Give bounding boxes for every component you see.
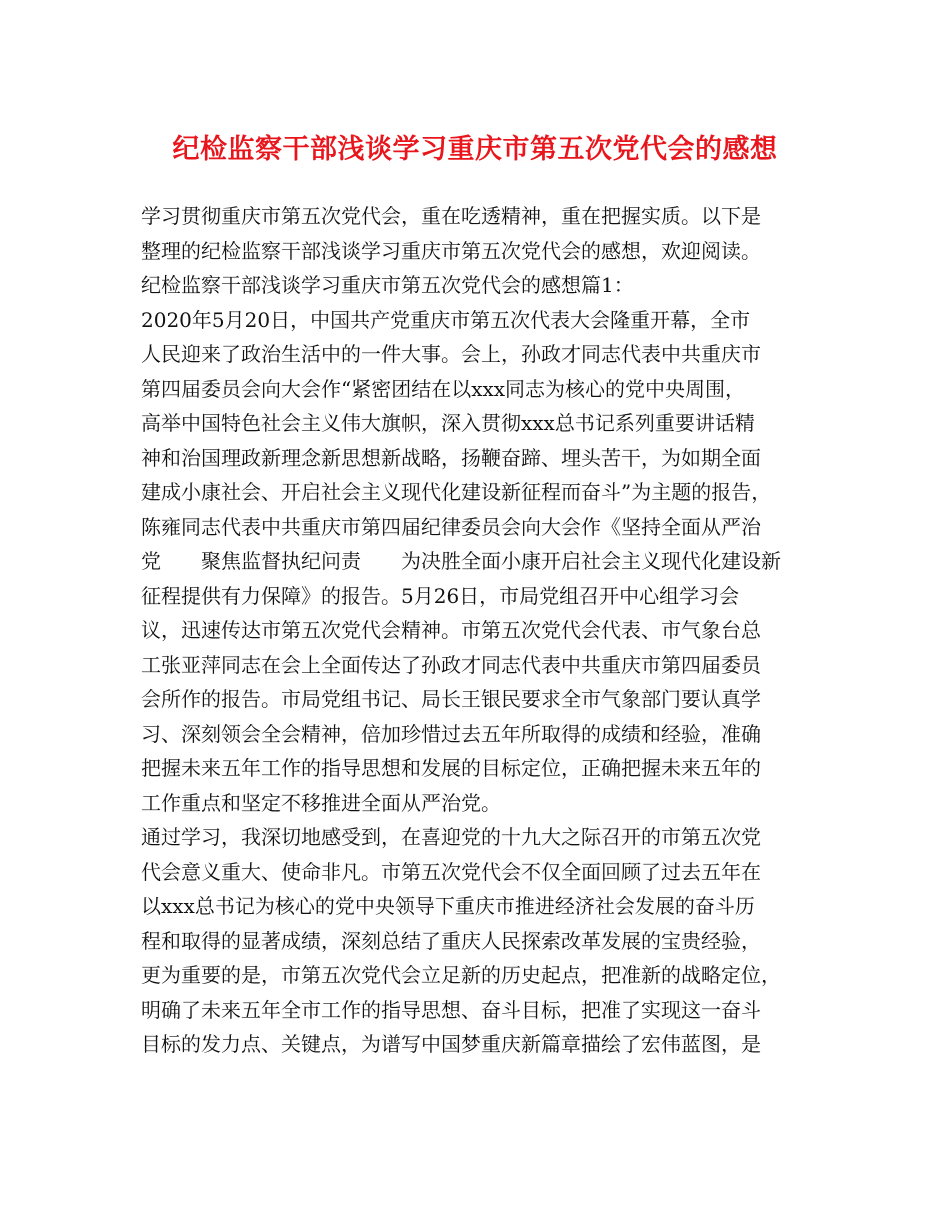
text-line: 建成小康社会、开启社会主义现代化建设新征程而奋斗”为主题的报告， [141, 480, 772, 504]
text-line: 整理的纪检监察干部浅谈学习重庆市第五次党代会的感想，欢迎阅读。 [141, 238, 761, 263]
document-body [141, 199, 811, 1062]
text-line: 第四届委员会向大会作“紧密团结在以xxx同志为核心的党中央周围， [141, 376, 746, 401]
text-line: 习、深刻领会全会精神，倍加珍惜过去五年所取得的成绩和经验，准确 [141, 721, 761, 746]
text-line: 2020年5月20日，中国共产党重庆市第五次代表大会隆重开幕，全市 [141, 307, 751, 332]
text-line: 纪检监察干部浅谈学习重庆市第五次党代会的感想篇1： [141, 273, 634, 297]
text-line: 把握未来五年工作的指导思想和发展的目标定位，正确把握未来五年的 [141, 756, 761, 780]
text-line: 工作重点和坚定不移推进全面从严治党。 [141, 790, 501, 815]
text-line: 征程提供有力保障》的报告。5月26日，市局党组召开中心组学习会 [141, 583, 740, 608]
text-line: 学习贯彻重庆市第五次党代会，重在吃透精神，重在把握实质。以下是 [141, 204, 761, 228]
text-line: 神和治国理政新理念新思想新战略，扬鞭奋蹄、埋头苦干，为如期全面 [141, 445, 761, 470]
text-line: 目标的发力点、关键点，为谱写中国梦重庆新篇章描绘了宏伟蓝图，是 [141, 1032, 761, 1056]
text-line: 议，迅速传达市第五次党代会精神。市第五次党代会代表、市气象台总 [141, 618, 761, 642]
text-line: 陈雍同志代表中共重庆市第四届纪律委员会向大会作《坚持全面从严治 [141, 514, 761, 539]
text-line: 党 聚焦监督执纪问责 为决胜全面小康开启社会主义现代化建设新 [141, 549, 781, 573]
text-line: 明确了未来五年全市工作的指导思想、奋斗目标，把准了实现这一奋斗 [141, 997, 761, 1022]
document-title: 纪检监察干部浅谈学习重庆市第五次党代会的感想 [172, 134, 778, 165]
text-line: 工张亚萍同志在会上全面传达了孙政才同志代表中共重庆市第四届委员 [141, 652, 761, 677]
text-line: 程和取得的显著成绩，深刻总结了重庆人民探索改革发展的宝贵经验， [141, 928, 761, 953]
text-line: 通过学习，我深切地感受到，在喜迎党的十九大之际召开的市第五次党 [141, 825, 761, 849]
text-line: 人民迎来了政治生活中的一件大事。会上，孙政才同志代表中共重庆市 [141, 342, 761, 366]
text-line: 以xxx总书记为核心的党中央领导下重庆市推进经济社会发展的奋斗历 [141, 894, 755, 918]
text-line: 会所作的报告。市局党组书记、局长王银民要求全市气象部门要认真学 [141, 687, 761, 711]
text-line: 代会意义重大、使命非凡。市第五次党代会不仅全面回顾了过去五年在 [141, 859, 761, 884]
text-line: 更为重要的是，市第五次党代会立足新的历史起点，把准新的战略定位， [141, 963, 781, 987]
text-line: 高举中国特色社会主义伟大旗帜，深入贯彻xxx总书记系列重要讲话精 [141, 411, 755, 435]
